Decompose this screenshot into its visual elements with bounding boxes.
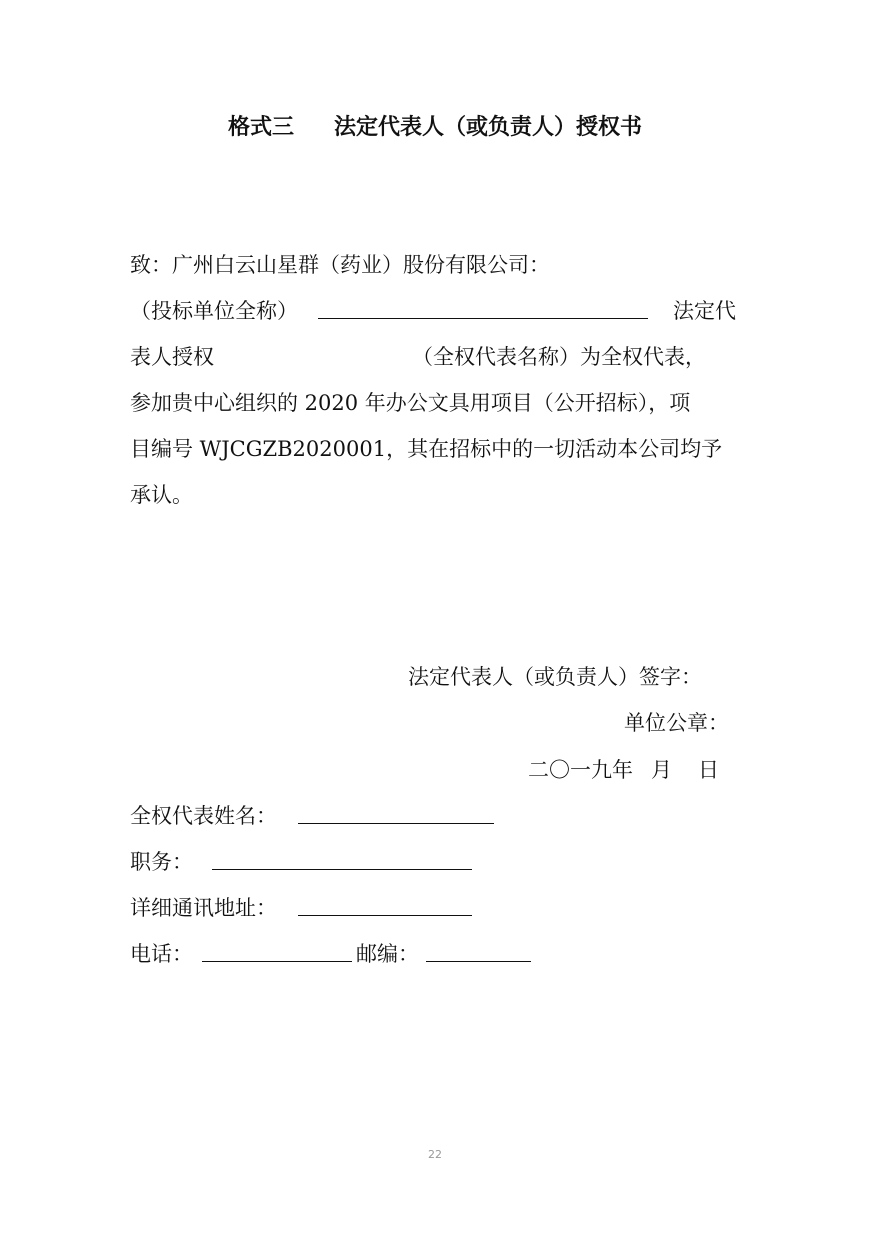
body-line-1 xyxy=(130,296,298,326)
body-line-2-suffix: （全权代表名称）为全权代表， xyxy=(412,345,706,369)
body-line-5: 承认。 xyxy=(130,483,193,507)
date-year: 二〇一九年 xyxy=(528,758,633,782)
signature-date xyxy=(528,755,719,785)
rep-name-label: 全权代表姓名： xyxy=(130,804,277,828)
title-main: 法定代表人（或负责人）授权书 xyxy=(334,114,643,140)
unit-seal-label: 单位公章： xyxy=(624,711,729,735)
body-line-2-prefix: 表人授权 xyxy=(130,345,214,369)
body-line-3: 参加贵中心组织的 2020 年办公文具用项目（公开招标），项 xyxy=(130,391,691,415)
postcode-input[interactable] xyxy=(426,939,531,970)
legal-rep-signature-label: 法定代表人（或负责人）签字： xyxy=(408,665,702,689)
rep-name-input[interactable] xyxy=(298,801,494,832)
address-label: 详细通讯地址： xyxy=(130,896,277,920)
phone-label: 电话： xyxy=(130,942,193,966)
title-format: 格式三 xyxy=(227,114,294,140)
page-number: 22 xyxy=(428,1148,442,1161)
date-month: 月 xyxy=(651,758,672,782)
document-title xyxy=(0,111,870,143)
position-label: 职务： xyxy=(130,850,193,874)
body-line-1-suffix: 法定代 xyxy=(673,299,736,323)
date-day: 日 xyxy=(698,758,719,782)
addressee: 致：广州白云山星群（药业）股份有限公司： xyxy=(130,253,550,277)
bidder-name-field[interactable] xyxy=(318,296,648,327)
body-line-4: 目编号 WJCGZB2020001，其在招标中的一切活动本公司均予 xyxy=(130,437,723,461)
representative-name-field[interactable] xyxy=(228,342,408,373)
position-input[interactable] xyxy=(212,847,472,878)
address-input[interactable] xyxy=(298,893,472,924)
phone-input[interactable] xyxy=(202,939,352,970)
postcode-label: 邮编： xyxy=(356,942,419,966)
bidder-label: （投标单位全称） xyxy=(130,299,298,323)
